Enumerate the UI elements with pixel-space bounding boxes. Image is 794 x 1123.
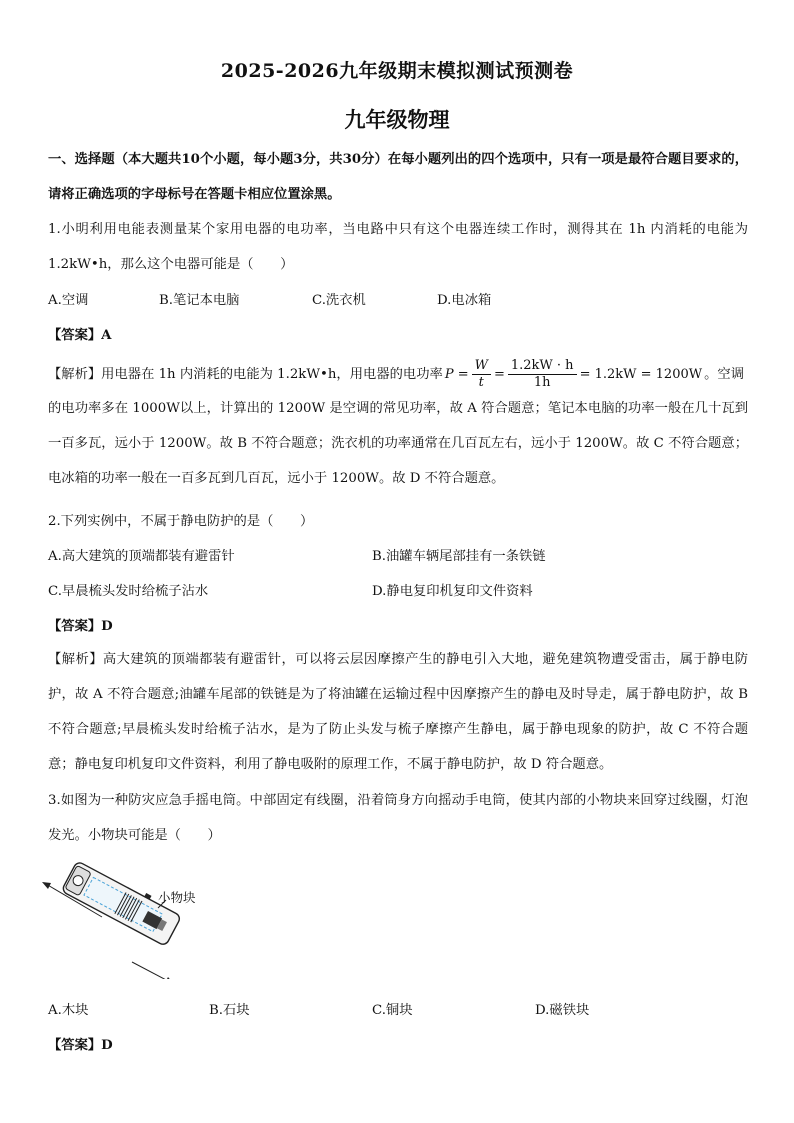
- figure-label-small-block: 小物块: [158, 890, 196, 905]
- q1-power-formula: P = $\frac{W}{t}$ = $\frac{1.2kW \cdot h}{1h}$ = 1.2kW = 1200W: [444, 358, 703, 390]
- q2-option-c: C.早晨梳头发时给梳子沾水: [48, 584, 209, 599]
- formula-result: = 1.2kW = 1200W: [579, 367, 703, 382]
- q1-analysis-prefix: 【解析】用电器在 1h 内消耗的电能为 1.2kW•h，用电器的电功率: [48, 367, 443, 382]
- q1-analysis-suffix: 。空调: [704, 367, 744, 382]
- section-heading: 一、选择题（本大题共10个小题，每小题3分，共30分）在每小题列出的四个选项中，只有一项是最符合题目要求的，请将正确选项的字母标号在答题卡相应位置涂黑。: [48, 152, 748, 202]
- q1-option-c: C.洗衣机: [312, 293, 366, 308]
- q3-answer: 【答案】D: [48, 1038, 113, 1053]
- frac-den: 1h: [533, 375, 551, 390]
- q2-option-a: A.高大建筑的顶端都装有避雷针: [48, 549, 235, 564]
- question-1-stem: 1.小明利用电能表测量某个家用电器的电功率，当电路中只有这个电器连续工作时，测得其在 1h 内消耗的电能为 1.2kW•h，那么这个电器可能是（ ）: [48, 222, 748, 272]
- q1-option-d: D.电冰箱: [437, 293, 492, 308]
- q1-analysis-rest: 的电功率多在 1000W以上，计算出的 1200W 是空调的常见功率，故 A 符合题意；笔记本电脑的功率一般在几十瓦到一百多瓦，远小于 1200W。故 B 不符合题意；洗衣机的功率通常在几百瓦左右，远小于 1200W。故 C 不符合题意；电冰箱的功率一般在一百多瓦到几百瓦，远小于 1200W。故 D 不符合题意。: [48, 401, 748, 486]
- subject-title: 九年级物理: [344, 107, 450, 132]
- q1-option-b: B.笔记本电脑: [159, 293, 240, 308]
- q2-option-d: D.静电复印机复印文件资料: [372, 584, 533, 599]
- frac-t: t: [478, 375, 484, 390]
- frac-w: W: [472, 358, 491, 375]
- exam-title: 2025-2026九年级期末模拟测试预测卷: [220, 60, 574, 82]
- formula-p: P: [444, 367, 454, 382]
- question-3-stem: 3.如图为一种防灾应急手摇电筒。中部固定有线圈，沿着筒身方向摇动手电筒，使其内部的小物块来回穿过线圈，灯泡发光。小物块可能是（ ）: [48, 793, 748, 843]
- q3-option-d: D.磁铁块: [535, 1003, 590, 1018]
- q2-analysis: 【解析】高大建筑的顶端都装有避雷针，可以将云层因摩擦产生的静电引入大地，避免建筑物遭受雷击，属于静电防护，故 A 不符合题意;油罐车尾部的铁链是为了将油罐在运输过程中因摩擦产生的静电及时导走，属于静电防护，故 B 不符合题意;早晨梳头发时给梳子沾水，是为了防止头发与梳子摩擦产生静电，属于静电现象的防护，故 C 不符合题意；静电复印机复印文件资料，利用了静电吸附的原理工作，不属于静电防护，故 D 符合题意。: [48, 652, 748, 772]
- q3-option-a: A.木块: [48, 1003, 89, 1018]
- q2-answer: 【答案】D: [48, 619, 113, 634]
- q1-analysis-line1: [48, 358, 744, 391]
- q3-option-c: C.铜块: [372, 1003, 413, 1018]
- q1-answer: 【答案】A: [48, 328, 112, 343]
- flashlight-figure: [40, 854, 210, 979]
- flashlight-diagram: [40, 854, 210, 979]
- q3-option-b: B.石块: [209, 1003, 250, 1018]
- q2-option-b: B.油罐车辆尾部挂有一条铁链: [372, 549, 546, 564]
- frac-w-t: [472, 358, 491, 391]
- frac-values: [508, 358, 577, 391]
- frac-num: 1.2kW · h: [508, 358, 577, 375]
- q1-option-a: A.空调: [48, 293, 89, 308]
- question-2-stem: 2.下列实例中，不属于静电防护的是（ ）: [48, 514, 314, 529]
